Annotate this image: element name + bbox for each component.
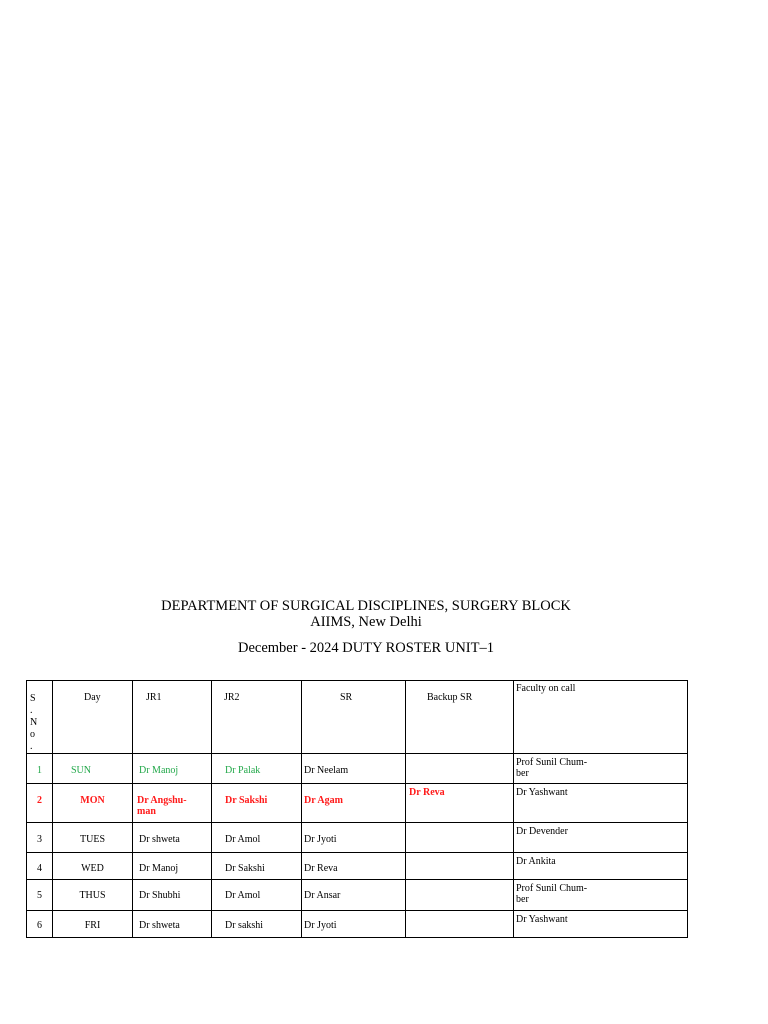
cell-sr [302, 754, 406, 784]
cell-jr2 [212, 754, 302, 784]
sno-header-char: . [30, 741, 33, 752]
cell-day [53, 880, 133, 911]
sno-header-char: . [30, 705, 33, 716]
cell-jr1 [133, 911, 212, 938]
cell-sr [302, 823, 406, 853]
cell-backup-sr [406, 853, 514, 880]
department-title: DEPARTMENT OF SURGICAL DISCIPLINES, SURGERY BLOCK [161, 598, 571, 614]
roster-title: December - 2024 DUTY ROSTER UNIT–1 [238, 640, 494, 656]
sno-value: 3 [37, 834, 42, 845]
cell-sr [302, 880, 406, 911]
day-header-label: Day [84, 692, 101, 703]
sr-value: Dr Jyoti [304, 920, 337, 931]
faculty-value: Prof Sunil Chum- ber [516, 883, 588, 905]
cell-backup-sr [406, 784, 514, 823]
cell-jr1 [133, 823, 212, 853]
faculty-value: Dr Devender [516, 826, 568, 837]
day-value: TUES [80, 834, 105, 845]
header-backup-sr [406, 681, 514, 754]
cell-day [53, 823, 133, 853]
jr1-value: Dr Manoj [139, 765, 179, 776]
jr1-value: Dr Manoj [139, 863, 179, 874]
cell-jr2 [212, 853, 302, 880]
cell-backup-sr [406, 754, 514, 784]
faculty-value: Prof Sunil Chum- ber [516, 757, 588, 779]
roster-row [27, 784, 688, 823]
sno-value: 1 [37, 765, 42, 776]
cell-day [53, 754, 133, 784]
cell-jr1 [133, 784, 212, 823]
cell-backup-sr [406, 880, 514, 911]
cell-sr [302, 784, 406, 823]
faculty-value: Dr Yashwant [516, 914, 568, 925]
day-value: THUS [79, 890, 106, 901]
day-value: FRI [84, 920, 101, 931]
cell-jr2 [212, 823, 302, 853]
cell-jr1 [133, 880, 212, 911]
sr-value: Dr Neelam [304, 765, 349, 776]
sno-header-label [30, 693, 36, 753]
header-sno [27, 681, 53, 754]
jr2-value: Dr Sakshi [225, 795, 268, 806]
header-faculty [514, 681, 688, 754]
roster-row [27, 823, 688, 853]
cell-jr1 [133, 853, 212, 880]
jr1-header-label: JR1 [146, 692, 162, 703]
day-value: SUN [71, 765, 92, 776]
cell-sr [302, 911, 406, 938]
header-jr1 [133, 681, 212, 754]
jr2-value: Dr Amol [225, 834, 261, 845]
header-jr2 [212, 681, 302, 754]
cell-jr2 [212, 911, 302, 938]
day-value: MON [80, 795, 105, 806]
sno-value: 5 [37, 890, 42, 901]
roster-row [27, 880, 688, 911]
cell-sr [302, 853, 406, 880]
jr2-value: Dr Sakshi [225, 863, 265, 874]
jr1-value: Dr Shubhi [139, 890, 181, 901]
jr1-value: Dr shweta [139, 920, 180, 931]
jr2-value: Dr Palak [225, 765, 261, 776]
cell-day [53, 784, 133, 823]
backup-sr-value: Dr Reva [409, 787, 445, 798]
sno-header-char: N [30, 717, 38, 728]
sno-value: 6 [37, 920, 42, 931]
roster-row [27, 754, 688, 784]
cell-faculty [514, 754, 688, 784]
day-value: WED [81, 863, 104, 874]
institution-name: AIIMS, New Delhi [310, 614, 422, 630]
cell-day [53, 911, 133, 938]
cell-faculty [514, 784, 688, 823]
sno-value: 2 [37, 795, 42, 806]
cell-sno [27, 853, 53, 880]
cell-sno [27, 784, 53, 823]
sr-value: Dr Ansar [304, 890, 341, 901]
jr1-value: Dr Angshu- man [137, 795, 187, 817]
cell-day [53, 853, 133, 880]
jr2-value: Dr sakshi [225, 920, 264, 931]
sr-value: Dr Jyoti [304, 834, 337, 845]
sr-value: Dr Agam [304, 795, 343, 806]
cell-sno [27, 754, 53, 784]
backup-sr-header-label: Backup SR [427, 692, 473, 703]
roster-row [27, 853, 688, 880]
header-day [53, 681, 133, 754]
faculty-value: Dr Ankita [516, 856, 556, 867]
header-row [27, 681, 688, 754]
cell-sno [27, 880, 53, 911]
jr2-header-label: JR2 [224, 692, 240, 703]
sno-header-char: S [30, 693, 36, 704]
cell-jr1 [133, 754, 212, 784]
roster-row [27, 911, 688, 938]
cell-backup-sr [406, 823, 514, 853]
cell-jr2 [212, 880, 302, 911]
cell-sno [27, 911, 53, 938]
cell-faculty [514, 911, 688, 938]
cell-jr2 [212, 784, 302, 823]
header-sr [302, 681, 406, 754]
cell-backup-sr [406, 911, 514, 938]
cell-faculty [514, 880, 688, 911]
jr1-value: Dr shweta [139, 834, 180, 845]
sr-header-label: SR [340, 692, 353, 703]
sno-header-char: o [30, 729, 35, 740]
sr-value: Dr Reva [304, 863, 338, 874]
faculty-header-label: Faculty on call [516, 683, 576, 694]
cell-faculty [514, 823, 688, 853]
jr2-value: Dr Amol [225, 890, 261, 901]
faculty-value: Dr Yashwant [516, 787, 568, 798]
duty-roster-table [26, 680, 688, 938]
sno-value: 4 [37, 863, 42, 874]
cell-faculty [514, 853, 688, 880]
cell-sno [27, 823, 53, 853]
